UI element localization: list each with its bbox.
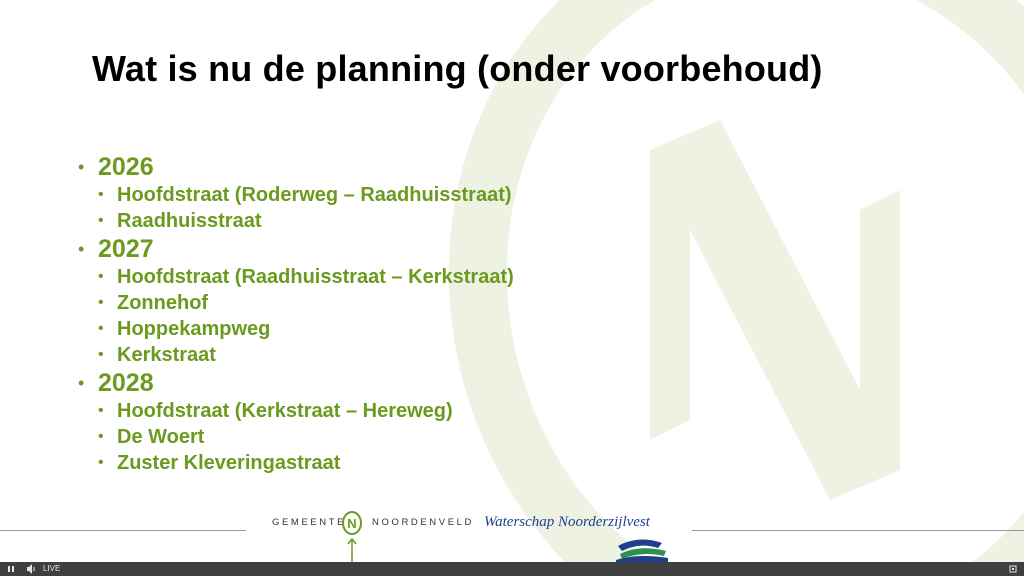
list-item: • Hoofdstraat (Raadhuisstraat – Kerkstraat) (98, 264, 514, 290)
street-list (98, 182, 514, 234)
street-list (98, 264, 514, 368)
svg-text:N: N (347, 516, 357, 531)
list-item: • De Woert (98, 424, 514, 450)
year-block-2026 (78, 152, 514, 234)
waterschap-label: Waterschap Noorderzijlvest (484, 514, 650, 530)
list-item: • Kerkstraat (98, 342, 514, 368)
footer-divider-right (692, 530, 1024, 531)
live-label: LIVE (43, 564, 61, 573)
waterschap-wave-logo-icon (614, 537, 670, 562)
list-item: • Hoppekampweg (98, 316, 514, 342)
slide-title: Wat is nu de planning (onder voorbehoud) (92, 48, 823, 89)
planning-list (78, 152, 514, 476)
year-block-2028 (78, 368, 514, 476)
noordenveld-label: NOORDENVELD (372, 517, 474, 528)
list-item: • Zonnehof (98, 290, 514, 316)
list-item: • Raadhuisstraat (98, 208, 514, 234)
footer-divider-left (0, 530, 246, 531)
pause-icon[interactable] (7, 562, 15, 576)
street-list (98, 398, 514, 476)
list-item: • Zuster Kleveringastraat (98, 450, 514, 476)
volume-icon[interactable] (26, 562, 36, 576)
noordenveld-logo-icon (340, 510, 364, 562)
settings-icon[interactable] (1008, 562, 1018, 576)
player-control-bar (0, 562, 1024, 576)
list-item: • Hoofdstraat (Roderweg – Raadhuisstraat) (98, 182, 514, 208)
year-heading: • 2028 (78, 368, 514, 398)
gemeente-label: GEMEENTE (272, 517, 347, 528)
list-item: • Hoofdstraat (Kerkstraat – Hereweg) (98, 398, 514, 424)
year-heading: • 2026 (78, 152, 514, 182)
year-block-2027 (78, 234, 514, 368)
year-heading: • 2027 (78, 234, 514, 264)
